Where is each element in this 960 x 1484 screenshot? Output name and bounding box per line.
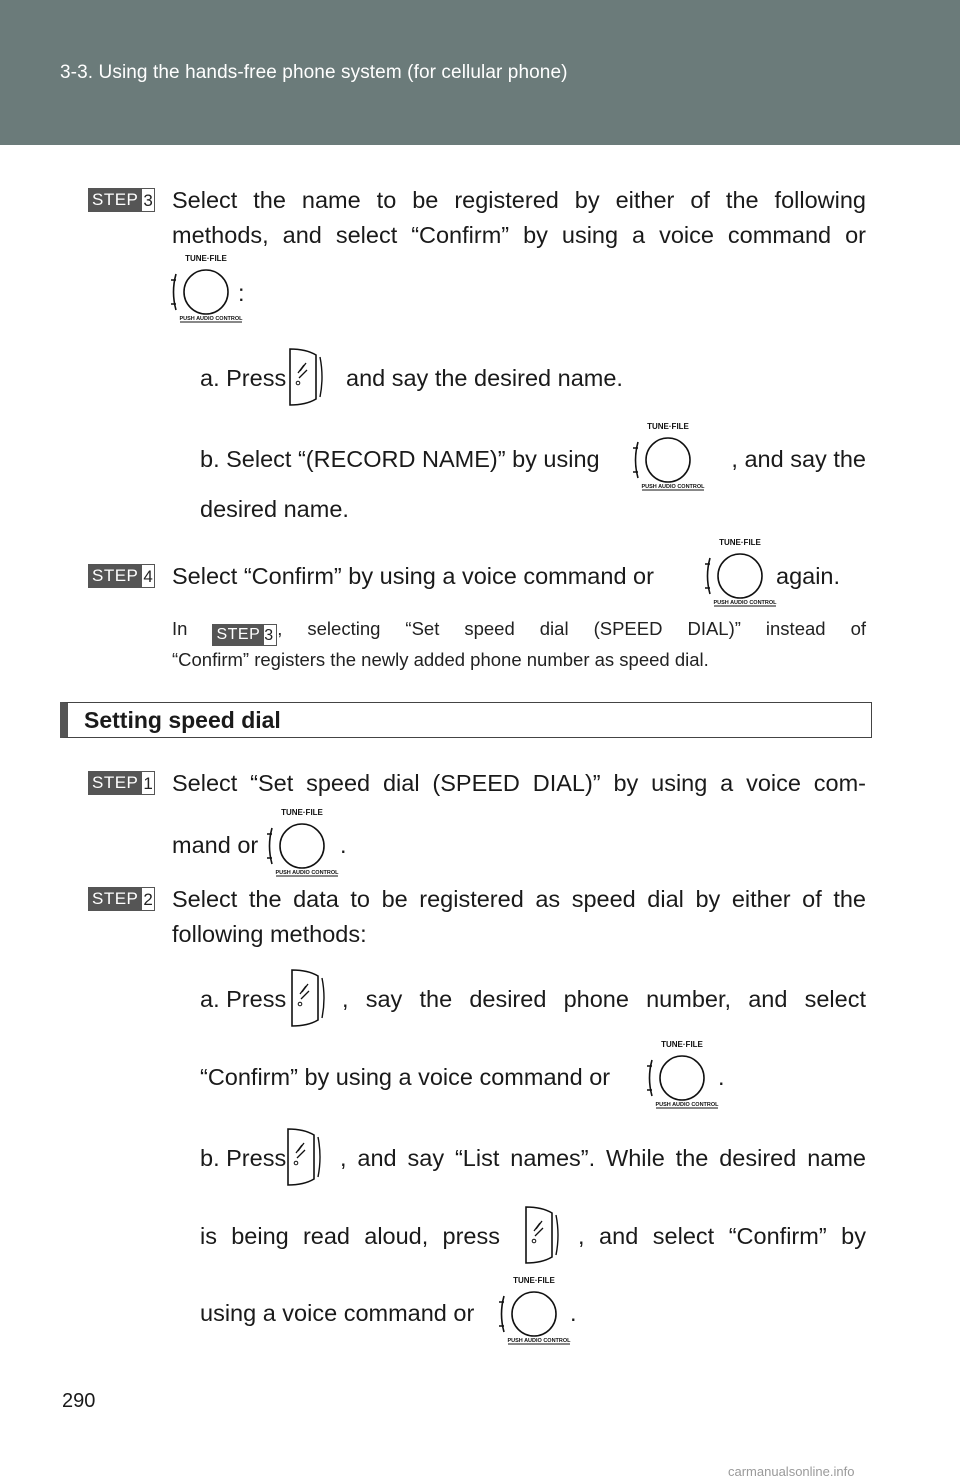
sd-step2-a-prefix: a. Press (200, 986, 287, 1012)
step3-a-prefix: a. Press (200, 365, 287, 391)
step-badge-1: STEP 1 (88, 771, 155, 795)
step-badge-2: STEP 2 (88, 887, 155, 911)
tune-file-knob-icon (494, 1274, 574, 1350)
tune-file-knob-icon (262, 806, 342, 882)
voice-talk-switch-icon (278, 1125, 328, 1189)
step-badge-4: STEP 4 (88, 564, 155, 588)
sd-step1-line1: Select “Set speed dial (SPEED DIAL)” by using a voice com- (172, 770, 866, 796)
sd-step2-a-cont-prefix: “Confirm” by using a voice command or (200, 1064, 611, 1090)
step-badge-3-inline: STEP 3 (212, 624, 277, 646)
sd-step1-line2-prefix: mand or (172, 832, 259, 858)
note-line2: “Confirm” registers the newly added phone number as speed dial. (172, 649, 709, 670)
section-title: Setting speed dial (84, 707, 281, 733)
step3-a-suffix: and say the desired name. (346, 365, 623, 391)
watermark: carmanualsonline.info (728, 1464, 855, 1479)
voice-talk-switch-icon (516, 1203, 566, 1267)
tune-file-knob-icon (166, 252, 246, 328)
page-number: 290 (62, 1390, 96, 1412)
step-badge-3: STEP 3 (88, 188, 155, 212)
chapter-title: 3-3. Using the hands-free phone system (for cellular phone) (60, 62, 568, 83)
step3-b-cont: desired name. (200, 496, 349, 522)
sd-step2-b-prefix: b. Press (200, 1145, 287, 1171)
step3-b-prefix: b. Select “(RECORD NAME)” by using (200, 446, 600, 472)
note-line1: In STEP 3 , selecting “Set speed dial (SPEED DIAL)” instead of (172, 618, 866, 644)
voice-talk-switch-icon (282, 966, 332, 1030)
sd-step2-a-suffix: , say the desired phone number, and select (342, 986, 866, 1012)
sd-step2-b-cont2-suffix: . (570, 1300, 577, 1326)
sd-step2-b-cont2-prefix: using a voice command or (200, 1300, 475, 1326)
tune-file-knob-icon (700, 536, 780, 612)
step3-line3: : (238, 280, 245, 306)
step3-b-suffix: , and say the (731, 446, 866, 472)
step4-suffix: again. (776, 563, 841, 589)
sd-step2-b-suffix: , and say “List names”. While the desired name (340, 1145, 866, 1171)
voice-talk-switch-icon (280, 345, 330, 409)
sd-step2-line2: following methods: (172, 921, 367, 947)
step3-line2: methods, and select “Confirm” by using a voice command or (172, 222, 866, 248)
sd-step2-b-cont1-prefix: is being read aloud, press (200, 1223, 500, 1249)
sd-step1-line2-suffix: . (340, 832, 347, 858)
tune-file-knob-icon (642, 1038, 722, 1114)
sd-step2-a-cont-suffix: . (718, 1064, 725, 1090)
sd-step2-line1: Select the data to be registered as speed dial by either of the (172, 886, 866, 912)
step3-line1: Select the name to be registered by either of the following (172, 187, 866, 213)
sd-step2-b-cont1-suffix: , and select “Confirm” by (578, 1223, 866, 1249)
section-heading-bar (60, 702, 872, 738)
tune-file-knob-icon (628, 420, 708, 496)
step4-prefix: Select “Confirm” by using a voice command or (172, 563, 654, 589)
